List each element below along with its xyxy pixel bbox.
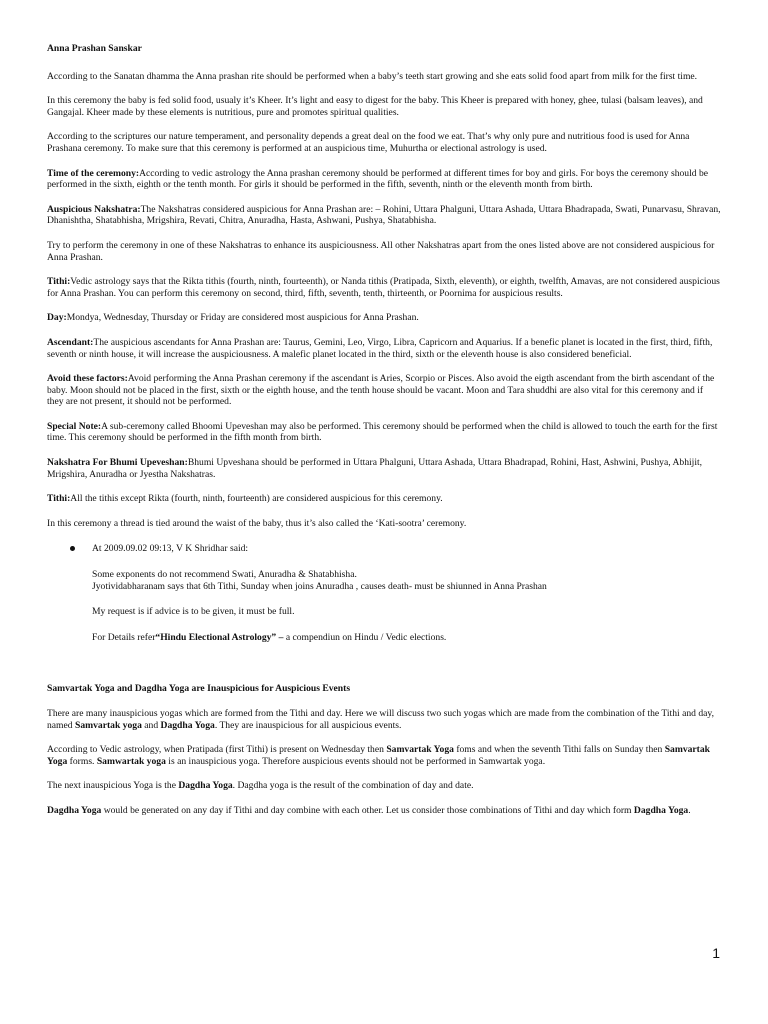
- text-ascendant: The auspicious ascendants for Anna Prashan are: Taurus, Gemini, Leo, Virgo, Libra, Capricorn and Aquarius. If a benefic planet is located in the first, third, fifth, seventh or ninth house, it will increase the auspiciousness. A malefic planet located in the third, sixth or the eleventh house is also considered beneficial.: [47, 336, 713, 360]
- text-day: Mondya, Wednesday, Thursday or Friday are considered most auspicious for Anna Prashan.: [66, 312, 419, 324]
- para-try: Try to perform the ceremony in one of these Nakshatras to enhance its auspiciousness. All other Nakshatras apart from the ones listed above are not considered auspicious for Anna Prashan.: [47, 239, 715, 263]
- label-nakshatra: Auspicious Nakshatra:: [47, 203, 141, 215]
- para-kheer: In this ceremony the baby is fed solid food, usualy it’s Kheer. It’s light and easy to digest for the baby. This Kheer is prepared with honey, ghee, tulasi (balsam leaves), and Gangajal. Kheer made by these elements is nutritious, pure and promotes spiritual qualities.: [47, 95, 703, 118]
- para-nakshatra: [47, 204, 721, 227]
- para-special: [47, 421, 721, 444]
- doc-title: Anna Prashan Sanskar: [47, 43, 142, 54]
- para-bhumi: [47, 457, 721, 480]
- label-tithi2: Tithi:: [47, 493, 71, 505]
- details-suffix: a compendiun on Hindu / Vedic elections.: [283, 631, 447, 643]
- para-ascendant: [47, 337, 721, 360]
- section-samvartak: [47, 683, 721, 816]
- para-s2-4: Dagdha Yoga would be generated on any day if Tithi and day combine with each other. Let us consider those combinations of Tithi and day which form Dagdha Yoga.: [47, 804, 691, 816]
- para-avoid: [47, 373, 721, 408]
- para-s2-3: The next inauspicious Yoga is the Dagdha Yoga. Dagdha yoga is the result of the combination of day and date.: [47, 780, 474, 792]
- label-bhumi: Nakshatra For Bhumi Upeveshan:: [47, 457, 188, 469]
- label-time: Time of the ceremony:: [47, 167, 140, 179]
- page-number: 1: [712, 945, 720, 961]
- para-tithi: [47, 276, 721, 299]
- para-intro: According to the Sanatan dhamma the Anna prashan rite should be performed when a baby’s teeth start growing and she eats solid food apart from milk for the first time.: [47, 70, 698, 82]
- para-s2-2: According to Vedic astrology, when Pratipada (first Tithi) is present on Wednesday then Samvartak Yoga foms and when the seventh Tithi falls on Sunday then Samvartak Yoga forms. Samwartak yoga is an inauspicious yoga. Therefore auspicious events should not be performed in Samwartak yoga.: [47, 744, 711, 767]
- document-page: [47, 43, 721, 817]
- para-s2-1: There are many inauspicious yogas which are formed from the Tithi and day. Here we will discuss two such yogas which are made from the combination of the Tithi and day, named Samvartak yoga and Dagdha Yoga. They are inauspicious for all auspicious events.: [47, 708, 714, 731]
- comment-block: [47, 543, 721, 643]
- para-scriptures: According to the scriptures our nature temperament, and personality depends a great deal on the food we eat. That’s why only pure and nutritious food is used for Anna Prashana ceremony. To make sure that this ceremony is performed at an auspicious time, Muhurtha or electional astrology is used.: [47, 131, 690, 154]
- para-time: [47, 168, 721, 191]
- label-tithi: Tithi:: [47, 276, 71, 288]
- text-special: A sub-ceremony called Bhoomi Upeveshan may also be performed. This ceremony should be performed when the child is allowed to touch the earth for the first time. This ceremony should be performed in the fifth month from birth.: [47, 420, 718, 444]
- text-tithi: Vedic astrology says that the Rikta tithis (fourth, ninth, fourteenth), or Nanda tithis (Pratipada, Sixth, eleventh), or eighth, twelfth, Amavas, are not considered auspicious for Anna Prashan. You can perform this ceremony on second, third, fifth, seventh, tenth, thirteenth, or Poornima for auspicious results.: [47, 276, 720, 299]
- text-avoid: Avoid performing the Anna Prashan ceremony if the ascendant is Aries, Scorpio or Pisces. Also avoid the eigth ascendant from the birth ascendant of the baby. Moon should not be placed in the first, sixth or the eighth house, and the tenth house should be vacant. Moon and Tara shuddhi are also vital for this ceremony and if they are not present, it should not be performed.: [47, 373, 715, 408]
- comment-line-1: Some exponents do not recommend Swati, Anuradha & Shatabhisha.: [92, 569, 357, 581]
- para-day: [47, 312, 721, 324]
- label-day: Day:: [47, 312, 67, 324]
- comment-request: My request is if advice is to be given, it must be full.: [92, 606, 295, 618]
- label-special: Special Note:: [47, 420, 102, 432]
- label-avoid: Avoid these factors:: [47, 373, 128, 385]
- label-ascendant: Ascendant:: [47, 336, 94, 348]
- text-bhumi: Bhumi Upveshana should be performed in Uttara Phalguni, Uttara Ashada, Uttara Bhadrapad, Rohini, Hast, Ashwini, Pushya, Abhijit, Mrigshira, Anuradha or Jyestha Nakshatras.: [47, 457, 703, 480]
- bullet-icon: [70, 546, 75, 551]
- para-tithi2: [47, 493, 721, 505]
- text-time: According to vedic astrology the Anna prashan ceremony should be performed at different times for boy and girls. For boys the ceremony should be performed in the sixth, eighth or the tenth month. For girls it should be performed in the fifth, seventh, ninth or the eleventh month from birth.: [47, 167, 708, 191]
- text-tithi2: All the tithis except Rikta (fourth, ninth, fourteenth) are considered auspicious for this ceremony.: [70, 493, 443, 505]
- details-prefix: For Details refer: [92, 631, 156, 643]
- section-title: Samvartak Yoga and Dagdha Yoga are Inauspicious for Auspicious Events: [47, 683, 351, 695]
- para-thread: In this ceremony a thread is tied around the waist of the baby, thus it’s also called the ‘Kati-sootra’ ceremony.: [47, 517, 467, 529]
- comment-line-2: Jyotividabharanam says that 6th Tithi, Sunday when joins Anuradha , causes death- must be shiunned in Anna Prashan: [92, 580, 547, 592]
- comment-details: [92, 632, 721, 644]
- details-book: “Hindu Electional Astrology” –: [155, 631, 284, 643]
- comment-header: At 2009.09.02 09:13, V K Shridhar said:: [92, 543, 249, 555]
- text-nakshatra: The Nakshatras considered auspicious for Anna Prashan are: – Rohini, Uttara Phalguni, Uttara Ashada, Uttara Bhadrapada, Swati, Punarvasu, Shravan, Dhanishtha, Shatabhisha, Mrigshira, Revati, Chitra, Anuradha, Hasta, Ashwani, Pushya, Shatabhisha.: [47, 203, 721, 227]
